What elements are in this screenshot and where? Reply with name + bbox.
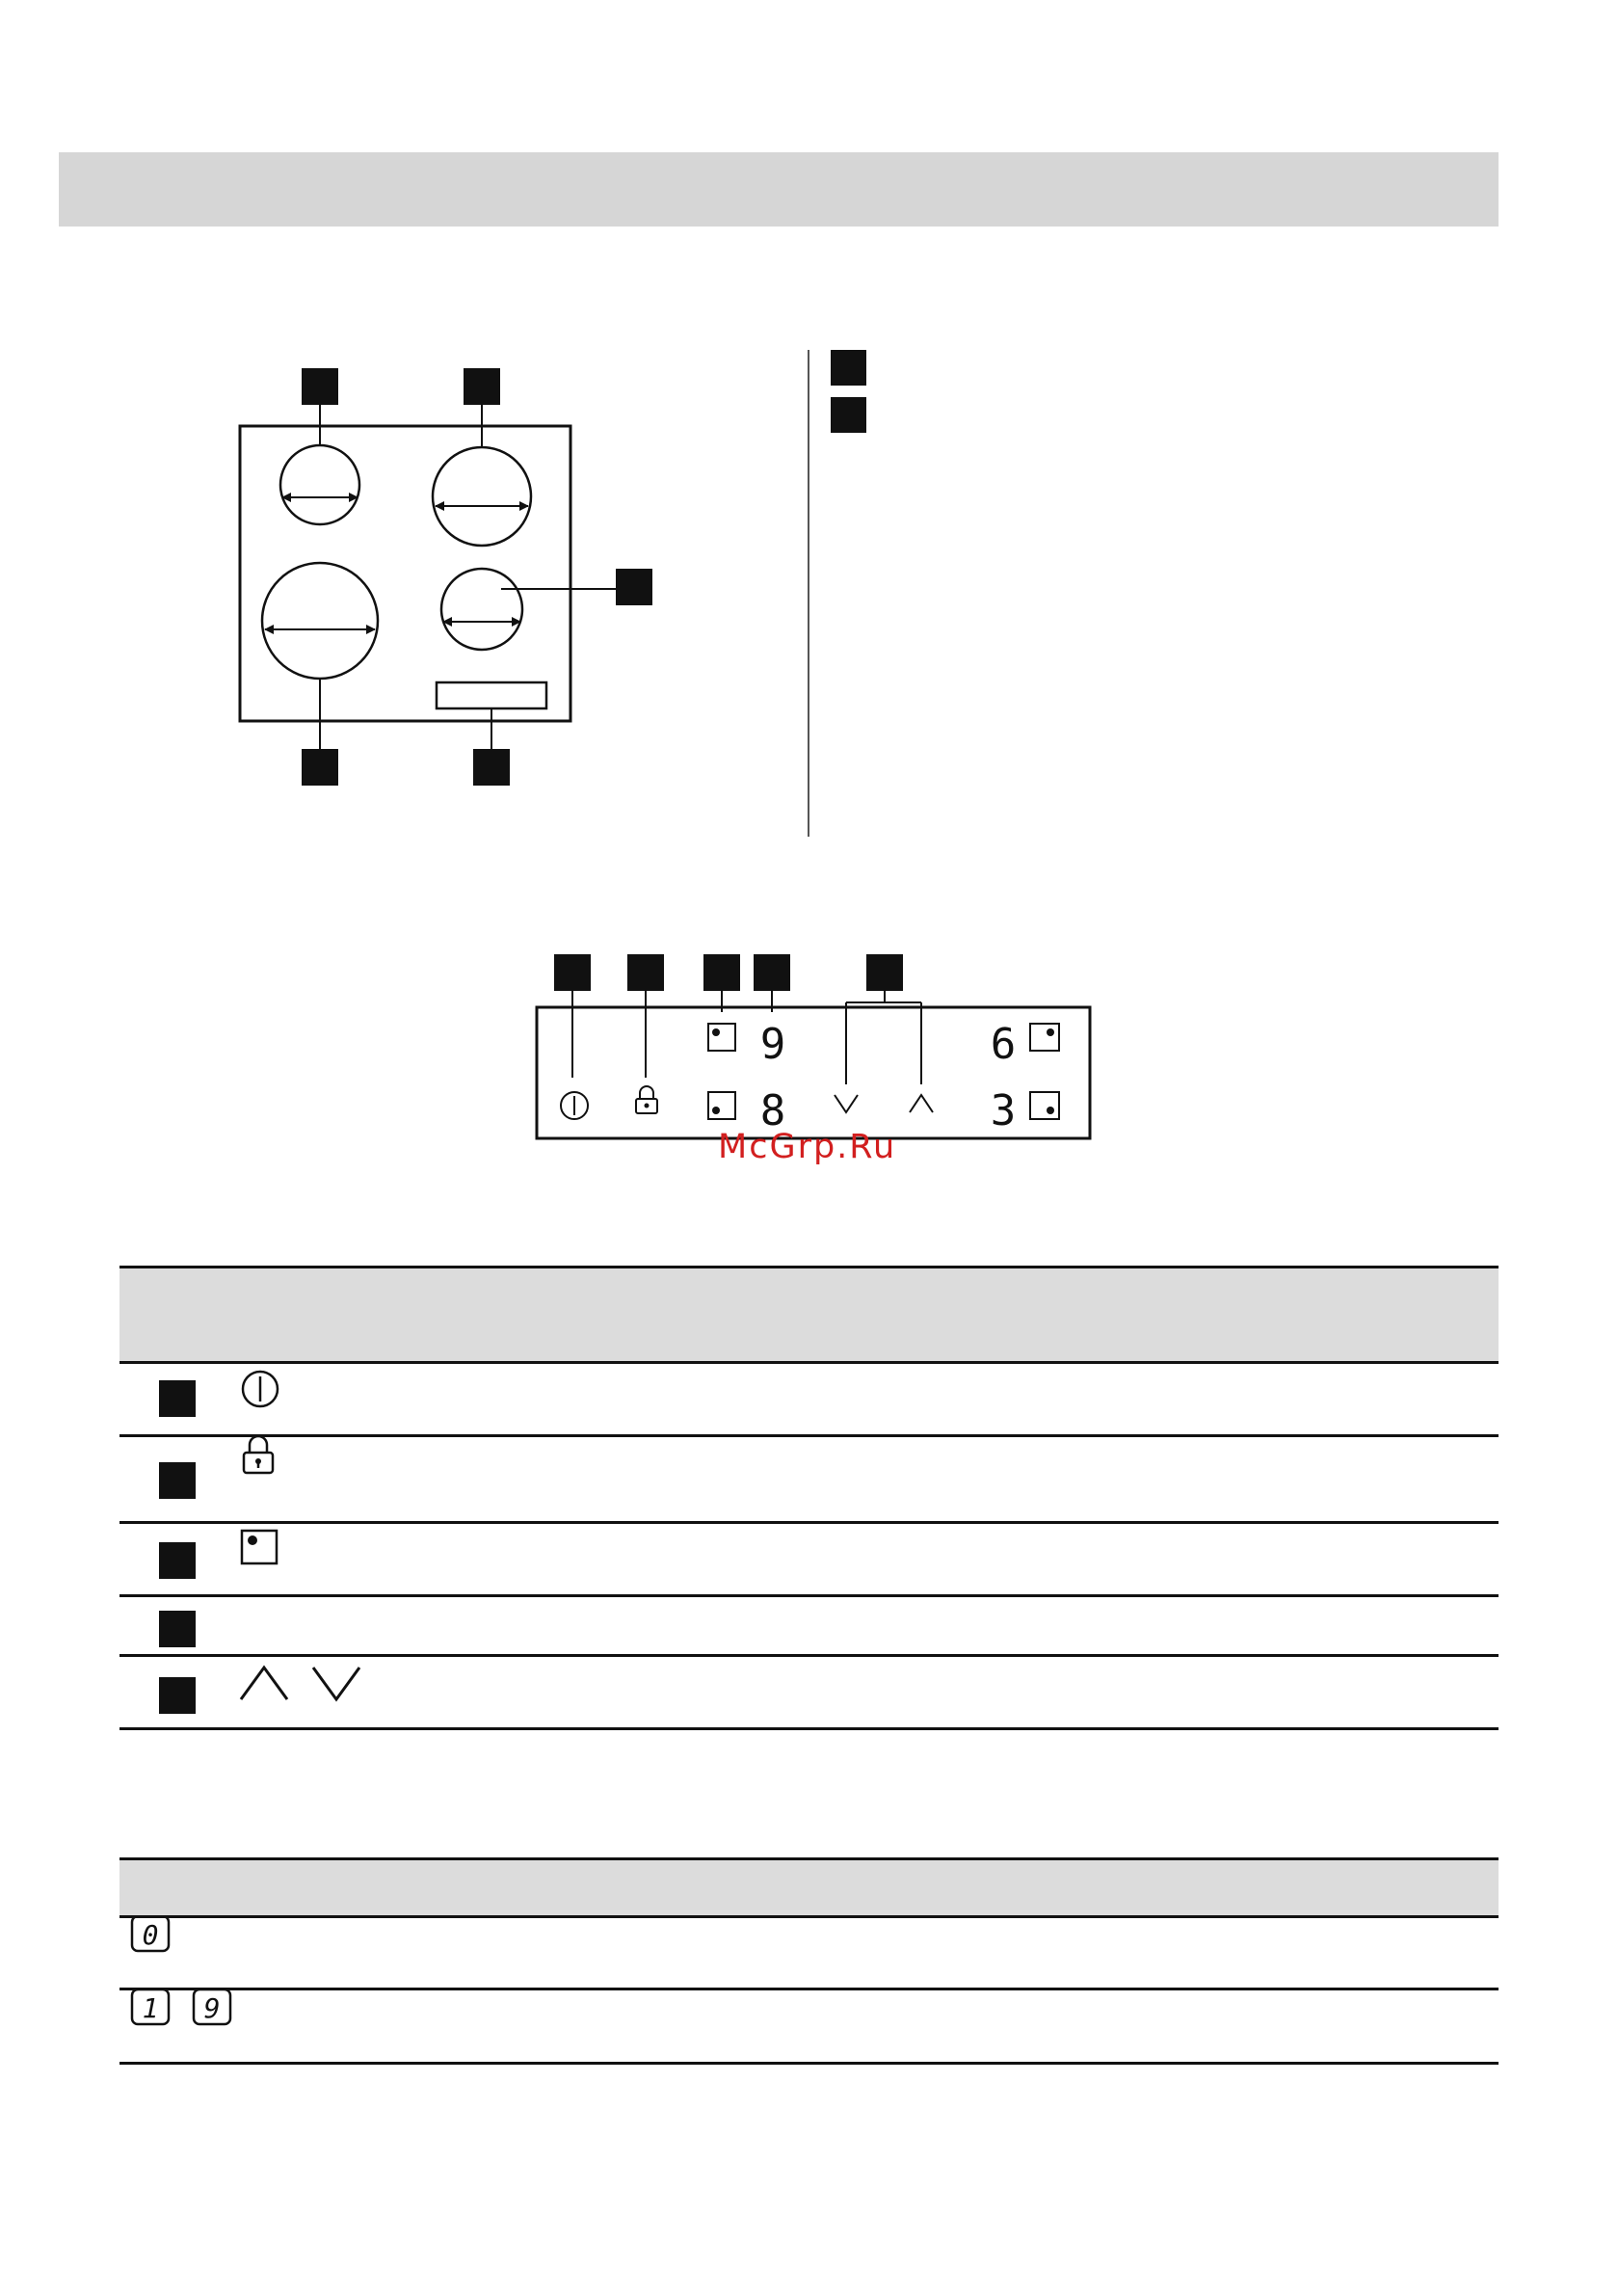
zone-indicator-icon	[1030, 1092, 1059, 1119]
control-panel-diagram	[537, 954, 1090, 1138]
zone-indicator-icon	[708, 1024, 735, 1051]
table1-row-marker-1	[159, 1380, 196, 1417]
table2-symbols	[132, 1916, 230, 2024]
zone-indicator-icon	[1030, 1024, 1059, 1051]
power-level-symbol-0: 0	[142, 1919, 159, 1951]
table1-icons	[241, 1372, 359, 1699]
table1-row-marker-3	[159, 1542, 196, 1579]
zone-indicator-icon	[242, 1531, 277, 1563]
power-level-symbol-1: 1	[142, 1992, 159, 2024]
chevron-down-icon	[835, 1095, 858, 1112]
power-icon	[243, 1372, 278, 1406]
zone-front-right	[441, 569, 522, 650]
zone-indicator-icon	[708, 1092, 735, 1119]
chevron-up-icon	[910, 1095, 933, 1112]
table1-top-rule	[119, 1266, 1499, 1268]
table1-row-marker-2	[159, 1462, 196, 1499]
table1-header-row	[119, 1268, 1499, 1362]
display-bottom-right: 3	[990, 1086, 1017, 1135]
lock-icon	[244, 1436, 273, 1473]
table1-row-rule	[119, 1521, 1499, 1524]
callout-zone-front-right	[616, 569, 652, 605]
table2-top-rule	[119, 1857, 1499, 1860]
table1-row-rule	[119, 1434, 1499, 1437]
table1-row-marker-4	[159, 1611, 196, 1647]
zone-rear-right	[433, 447, 531, 546]
table2-header-rule	[119, 1915, 1499, 1918]
callout-2	[627, 954, 664, 991]
power-level-symbol-9: 9	[203, 1992, 221, 2024]
table1-row-rule	[119, 1654, 1499, 1657]
table2-bottom-rule	[119, 2062, 1499, 2065]
zone-rear-left	[280, 445, 359, 524]
zone-front-left	[262, 563, 378, 679]
power-icon	[561, 1092, 588, 1119]
table2-header-row	[119, 1860, 1499, 1916]
callout-3	[703, 954, 740, 991]
table1-header-rule	[119, 1361, 1499, 1364]
table1-row-marker-5	[159, 1677, 196, 1714]
display-top-right: 6	[990, 1020, 1017, 1069]
cooking-surface-diagram	[240, 368, 652, 786]
display-bottom-left: 8	[759, 1086, 786, 1135]
chevron-down-icon	[313, 1668, 359, 1699]
chevron-up-icon	[241, 1668, 287, 1699]
control-panel-strip	[437, 682, 546, 708]
callout-zone-rear-right	[464, 368, 500, 405]
callout-1	[554, 954, 591, 991]
callout-zone-rear-left	[302, 368, 338, 405]
table2-row-rule	[119, 1988, 1499, 1990]
callout-control-panel	[473, 749, 510, 786]
display-top-left: 9	[759, 1020, 786, 1069]
callout-5	[866, 954, 903, 991]
lock-icon	[636, 1086, 657, 1113]
watermark: McGrp.Ru	[718, 1128, 897, 1166]
table1-row-rule	[119, 1594, 1499, 1597]
table1-bottom-rule	[119, 1727, 1499, 1730]
callout-4	[754, 954, 790, 991]
callout-zone-front-left	[302, 749, 338, 786]
